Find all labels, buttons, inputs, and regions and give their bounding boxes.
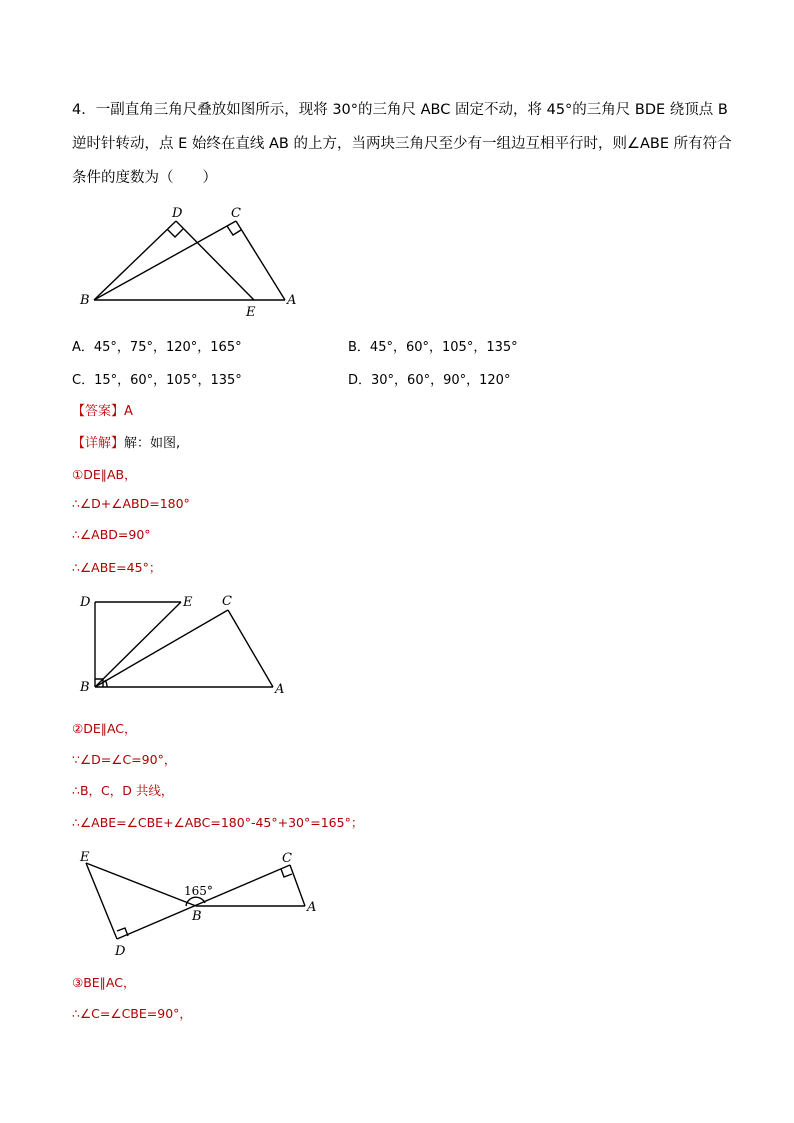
figure-1	[76, 200, 316, 330]
detail-text: 解：如图,	[124, 436, 181, 451]
option-b: B．45°，60°，105°，135°	[348, 340, 518, 355]
detail-line	[72, 432, 180, 451]
case3-line-1: ③BE∥AC，	[72, 975, 136, 990]
case2-line-2: ∵∠D=∠C=90°，	[72, 752, 177, 767]
fig1-label-b: B	[80, 293, 90, 308]
figure-3	[76, 845, 346, 965]
fig3-label-a: A	[307, 900, 317, 915]
fig2-label-a: A	[275, 682, 285, 697]
figure-2	[76, 590, 316, 700]
case2-line-3: ∴B，C，D 共线，	[72, 783, 174, 798]
fig3-angle-label: 165°	[184, 884, 213, 898]
fig2-label-b: B	[80, 680, 90, 695]
option-c: C．15°，60°，105°，135°	[72, 373, 242, 388]
fig3-label-c: C	[282, 851, 292, 866]
fig2-label-d: D	[80, 595, 91, 610]
fig1-label-e: E	[246, 305, 256, 320]
detail-tag: 【详解】	[72, 436, 125, 451]
option-a: A．45°，75°，120°，165°	[72, 340, 242, 355]
answer-value: A	[124, 404, 133, 419]
fig3-label-e: E	[80, 850, 90, 865]
answer-tag: 【答案】	[72, 404, 125, 419]
answer-line	[72, 400, 133, 419]
fig1-label-a: A	[287, 293, 297, 308]
fig1-label-c: C	[231, 206, 241, 221]
fig2-label-e: E	[183, 595, 193, 610]
case1-line-1: ①DE∥AB，	[72, 467, 137, 482]
case2-line-1: ②DE∥AC，	[72, 721, 137, 736]
case1-line-2: ∴∠D+∠ABD=180°	[72, 496, 190, 511]
fig3-label-b: B	[192, 909, 202, 924]
fig3-label-d: D	[115, 944, 126, 959]
fig1-label-d: D	[172, 206, 183, 221]
case1-line-3: ∴∠ABD=90°	[72, 527, 151, 542]
case1-line-4: ∴∠ABE=45°；	[72, 560, 162, 575]
option-d: D．30°，60°，90°，120°	[348, 373, 511, 388]
case3-line-2: ∴∠C=∠CBE=90°，	[72, 1006, 192, 1021]
case2-line-4: ∴∠ABE=∠CBE+∠ABC=180°-45°+30°=165°；	[72, 815, 364, 830]
question-text: 4．一副直角三角尺叠放如图所示，现将 30°的三角尺 ABC 固定不动，将 45°的三角尺 BDE 绕顶点 B 逆时针转动，点 E 始终在直线 AB 的上方，当两块三角尺至少有一组边互相平行时，则∠ABE 所有符合条件的度数为（ ）	[72, 102, 732, 186]
fig2-label-c: C	[222, 594, 232, 609]
